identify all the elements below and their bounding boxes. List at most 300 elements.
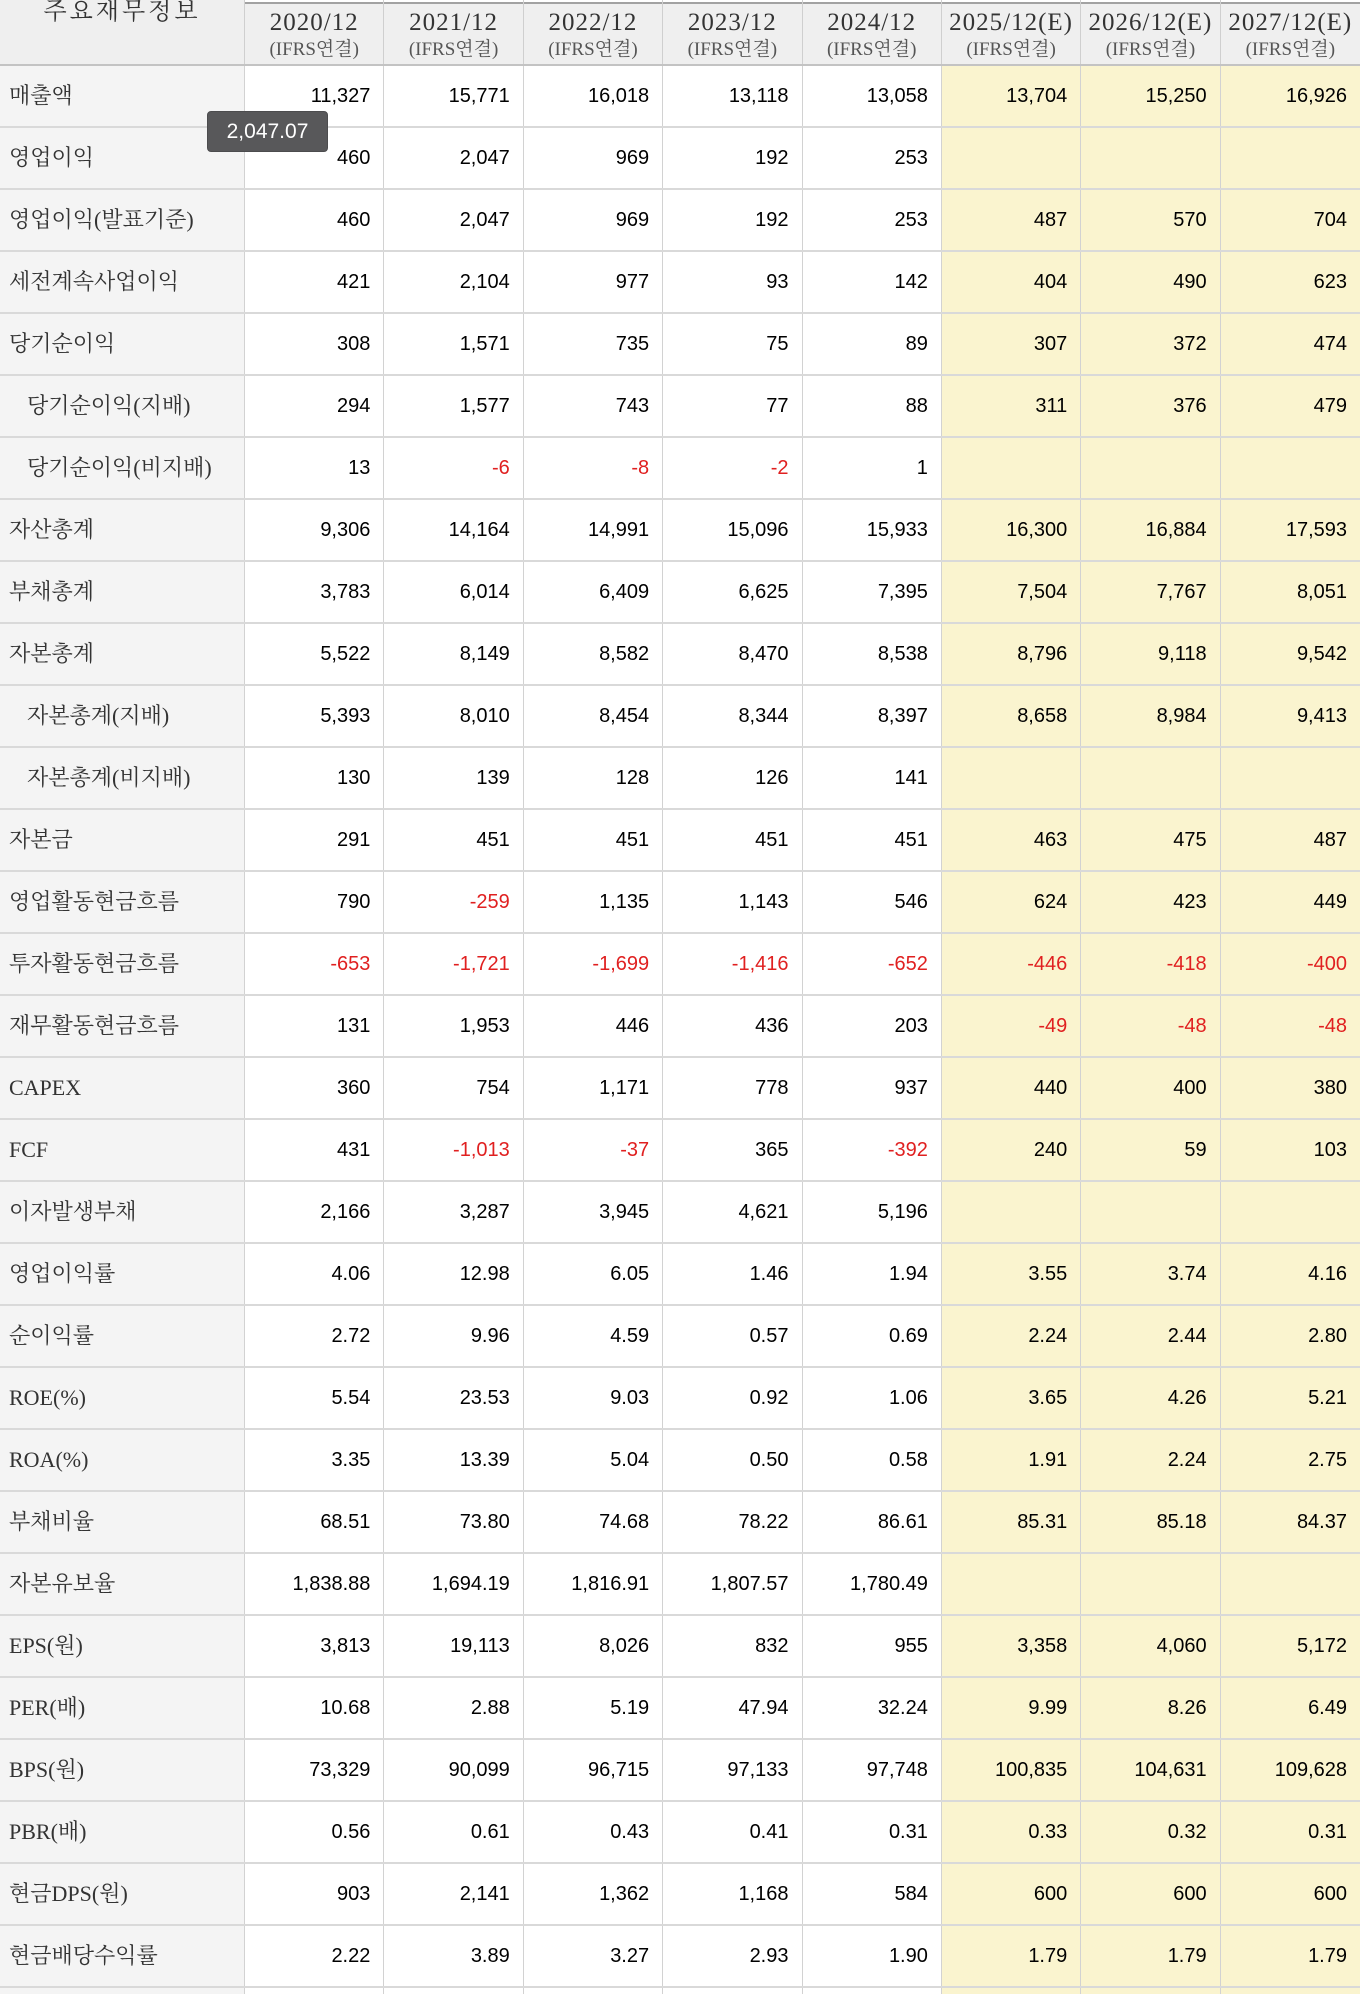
value-cell[interactable]: 7,395 (803, 562, 942, 622)
value-cell[interactable]: -37 (524, 1120, 663, 1180)
value-cell[interactable]: 1 (803, 438, 942, 498)
value-cell[interactable]: 1,780.49 (803, 1554, 942, 1614)
value-cell[interactable] (942, 748, 1081, 808)
value-cell[interactable]: 4,060 (1081, 1616, 1220, 1676)
value-cell[interactable]: 32.24 (803, 1678, 942, 1738)
value-cell[interactable]: 2.75 (1221, 1430, 1360, 1490)
value-cell[interactable]: 8,538 (803, 624, 942, 684)
value-cell[interactable]: 84.37 (1221, 1492, 1360, 1552)
value-cell[interactable]: 9.99 (942, 1678, 1081, 1738)
header-basis-label: (IFRS연결) (269, 39, 359, 60)
value-cell[interactable]: -1,699 (524, 934, 663, 994)
value-cell[interactable]: 8,984 (1081, 686, 1220, 746)
value-cell[interactable]: 5.54 (245, 1368, 384, 1428)
value-cell[interactable]: -259 (384, 872, 523, 932)
value-cell[interactable]: 3,358 (942, 1616, 1081, 1676)
value-cell[interactable]: 17,593 (1221, 500, 1360, 560)
value-cell (663, 1988, 802, 1994)
value-cell[interactable]: 86.61 (803, 1492, 942, 1552)
table-row (0, 1120, 1360, 1182)
value-cell[interactable]: -1,416 (663, 934, 802, 994)
value-cell[interactable]: 19,113 (384, 1616, 523, 1676)
value-cell[interactable]: 584 (803, 1864, 942, 1924)
row-label: 부채총계 (0, 562, 245, 622)
value-cell[interactable]: 937 (803, 1058, 942, 1118)
value-cell[interactable] (1221, 1182, 1360, 1242)
value-cell[interactable]: 7,767 (1081, 562, 1220, 622)
value-cell[interactable]: -400 (1221, 934, 1360, 994)
value-cell[interactable]: 12.98 (384, 1244, 523, 1304)
value-cell[interactable]: 2.24 (942, 1306, 1081, 1366)
value-cell[interactable]: 2.24 (1081, 1430, 1220, 1490)
value-cell[interactable]: 5,196 (803, 1182, 942, 1242)
value-cell[interactable]: 9,542 (1221, 624, 1360, 684)
value-cell[interactable]: 311 (942, 376, 1081, 436)
row-label: 자본총계(비지배) (0, 748, 245, 808)
value-cell[interactable]: 0.69 (803, 1306, 942, 1366)
value-cell[interactable]: 0.50 (663, 1430, 802, 1490)
value-cell[interactable]: 440 (942, 1058, 1081, 1118)
table-row (0, 1182, 1360, 1244)
value-cell[interactable]: 460 (245, 128, 384, 188)
value-cell[interactable]: 13,118 (663, 66, 802, 126)
row-label: 투자활동현금흐름 (0, 934, 245, 994)
value-cell[interactable]: 2,166 (245, 1182, 384, 1242)
value-cell[interactable]: 253 (803, 190, 942, 250)
row-label: FCF (0, 1120, 245, 1180)
value-cell[interactable]: 90,099 (384, 1740, 523, 1800)
value-cell[interactable]: 15,096 (663, 500, 802, 560)
value-cell[interactable]: 372 (1081, 314, 1220, 374)
value-cell[interactable]: 474 (1221, 314, 1360, 374)
value-cell[interactable]: 16,926 (1221, 66, 1360, 126)
value-cell[interactable]: 47.94 (663, 1678, 802, 1738)
value-cell[interactable]: 623 (1221, 252, 1360, 312)
value-cell[interactable]: 8.26 (1081, 1678, 1220, 1738)
value-cell[interactable]: 15,771 (384, 66, 523, 126)
value-cell[interactable] (1081, 128, 1220, 188)
value-cell[interactable]: 421 (245, 252, 384, 312)
value-cell[interactable]: 0.58 (803, 1430, 942, 1490)
value-cell[interactable]: 1,816.91 (524, 1554, 663, 1614)
value-cell[interactable]: 23.53 (384, 1368, 523, 1428)
value-cell[interactable] (1081, 438, 1220, 498)
value-cell[interactable]: 0.61 (384, 1802, 523, 1862)
value-cell[interactable]: 192 (663, 128, 802, 188)
value-cell[interactable]: 3,783 (245, 562, 384, 622)
value-cell[interactable]: 955 (803, 1616, 942, 1676)
value-cell[interactable]: 5.21 (1221, 1368, 1360, 1428)
row-label: 영업활동현금흐름 (0, 872, 245, 932)
value-cell[interactable]: 253 (803, 128, 942, 188)
value-cell[interactable] (1221, 128, 1360, 188)
value-cell[interactable]: 0.43 (524, 1802, 663, 1862)
value-cell[interactable]: 1,953 (384, 996, 523, 1056)
header-year-label: 2024/12 (827, 9, 917, 36)
value-cell[interactable]: 977 (524, 252, 663, 312)
header-cell-2025-12-E- (942, 0, 1081, 64)
value-cell[interactable] (942, 1182, 1081, 1242)
value-cell[interactable]: 4.16 (1221, 1244, 1360, 1304)
value-cell[interactable]: 624 (942, 872, 1081, 932)
value-cell[interactable] (942, 128, 1081, 188)
value-cell[interactable]: 97,748 (803, 1740, 942, 1800)
value-cell[interactable]: 969 (524, 128, 663, 188)
value-cell[interactable]: 1.46 (663, 1244, 802, 1304)
value-cell[interactable]: 1,571 (384, 314, 523, 374)
value-cell[interactable]: 1.06 (803, 1368, 942, 1428)
value-cell[interactable]: 15,250 (1081, 66, 1220, 126)
row-label: 자산총계 (0, 500, 245, 560)
row-label: 현금배당수익률 (0, 1926, 245, 1986)
table-row (0, 624, 1360, 686)
value-cell[interactable]: 5,393 (245, 686, 384, 746)
value-cell[interactable] (1081, 748, 1220, 808)
value-cell[interactable]: 2.88 (384, 1678, 523, 1738)
header-basis-label: (IFRS연결) (548, 39, 638, 60)
value-cell[interactable]: 1,362 (524, 1864, 663, 1924)
value-cell[interactable]: 97,133 (663, 1740, 802, 1800)
value-cell[interactable]: 600 (1081, 1864, 1220, 1924)
value-cell[interactable]: 1.90 (803, 1926, 942, 1986)
value-cell[interactable]: 360 (245, 1058, 384, 1118)
value-cell[interactable]: 14,991 (524, 500, 663, 560)
value-cell[interactable]: 969 (524, 190, 663, 250)
value-cell[interactable]: 0.56 (245, 1802, 384, 1862)
value-cell[interactable]: 9,306 (245, 500, 384, 560)
value-cell[interactable]: 6,409 (524, 562, 663, 622)
value-cell[interactable]: 546 (803, 872, 942, 932)
value-cell[interactable]: -652 (803, 934, 942, 994)
row-label: 자본총계 (0, 624, 245, 684)
value-cell[interactable]: 8,796 (942, 624, 1081, 684)
value-cell[interactable]: 89 (803, 314, 942, 374)
value-cell[interactable]: 8,026 (524, 1616, 663, 1676)
value-cell[interactable]: -1,721 (384, 934, 523, 994)
row-label: 자본유보율 (0, 1554, 245, 1614)
value-cell[interactable]: 0.31 (1221, 1802, 1360, 1862)
table-row (0, 996, 1360, 1058)
value-cell[interactable]: 75 (663, 314, 802, 374)
value-cell[interactable]: 139 (384, 748, 523, 808)
value-cell[interactable]: 3.35 (245, 1430, 384, 1490)
value-cell[interactable]: 5,172 (1221, 1616, 1360, 1676)
value-cell[interactable]: 0.31 (803, 1802, 942, 1862)
value-cell[interactable]: 2,047 (384, 128, 523, 188)
value-cell[interactable]: 5,522 (245, 624, 384, 684)
value-cell[interactable] (942, 438, 1081, 498)
value-cell[interactable]: 100,835 (942, 1740, 1081, 1800)
value-cell[interactable]: 600 (1221, 1864, 1360, 1924)
value-cell[interactable]: 294 (245, 376, 384, 436)
value-cell[interactable]: 376 (1081, 376, 1220, 436)
value-cell[interactable]: 14,164 (384, 500, 523, 560)
value-cell[interactable]: 365 (663, 1120, 802, 1180)
value-cell[interactable]: -48 (1081, 996, 1220, 1056)
value-cell[interactable]: 88 (803, 376, 942, 436)
value-cell[interactable]: 11,327 (245, 66, 384, 126)
row-label: 현금DPS(원) (0, 1864, 245, 1924)
value-cell[interactable]: 743 (524, 376, 663, 436)
header-cell-2024-12 (803, 0, 942, 64)
value-cell[interactable]: 59 (1081, 1120, 1220, 1180)
value-cell[interactable]: 16,884 (1081, 500, 1220, 560)
value-cell[interactable]: 2.80 (1221, 1306, 1360, 1366)
value-cell[interactable]: 78.22 (663, 1492, 802, 1552)
value-cell[interactable]: 7,504 (942, 562, 1081, 622)
value-cell[interactable]: 451 (524, 810, 663, 870)
value-cell[interactable]: 291 (245, 810, 384, 870)
value-cell[interactable]: 9.03 (524, 1368, 663, 1428)
value-cell[interactable]: -653 (245, 934, 384, 994)
value-cell[interactable]: 0.57 (663, 1306, 802, 1366)
value-cell[interactable]: 2,141 (384, 1864, 523, 1924)
value-cell[interactable]: 68.51 (245, 1492, 384, 1552)
value-cell[interactable]: 5.19 (524, 1678, 663, 1738)
value-cell[interactable]: 460 (245, 190, 384, 250)
value-cell[interactable]: 1.91 (942, 1430, 1081, 1490)
value-cell[interactable]: 903 (245, 1864, 384, 1924)
table-row (0, 810, 1360, 872)
value-cell[interactable]: 570 (1081, 190, 1220, 250)
value-cell[interactable]: 4.06 (245, 1244, 384, 1304)
value-cell[interactable]: 4.26 (1081, 1368, 1220, 1428)
value-cell[interactable]: 142 (803, 252, 942, 312)
value-cell[interactable]: -418 (1081, 934, 1220, 994)
value-cell[interactable]: -392 (803, 1120, 942, 1180)
value-cell (1221, 1988, 1360, 1994)
value-cell[interactable] (1221, 1554, 1360, 1614)
value-cell[interactable]: 5.04 (524, 1430, 663, 1490)
value-cell[interactable]: 10.68 (245, 1678, 384, 1738)
header-cell-2026-12-E- (1081, 0, 1220, 64)
value-cell[interactable]: 451 (384, 810, 523, 870)
value-cell[interactable]: -8 (524, 438, 663, 498)
value-cell[interactable]: 3,945 (524, 1182, 663, 1242)
table-row (0, 66, 1360, 128)
row-label: 자본금 (0, 810, 245, 870)
value-cell[interactable]: 3.27 (524, 1926, 663, 1986)
value-cell[interactable]: 1,135 (524, 872, 663, 932)
value-cell[interactable]: 8,470 (663, 624, 802, 684)
value-cell[interactable]: 307 (942, 314, 1081, 374)
value-cell[interactable]: 0.92 (663, 1368, 802, 1428)
table-row (0, 190, 1360, 252)
value-cell[interactable]: 490 (1081, 252, 1220, 312)
value-cell[interactable]: 93 (663, 252, 802, 312)
row-label: 영업이익(발표기준) (0, 190, 245, 250)
value-cell[interactable]: 8,344 (663, 686, 802, 746)
value-cell[interactable]: 487 (1221, 810, 1360, 870)
value-cell[interactable]: 16,300 (942, 500, 1081, 560)
row-label: 부채비율 (0, 1492, 245, 1552)
row-label: ROE(%) (0, 1368, 245, 1428)
table-row (0, 128, 1360, 190)
value-cell[interactable]: 1,577 (384, 376, 523, 436)
value-cell[interactable]: 203 (803, 996, 942, 1056)
value-cell[interactable]: -48 (1221, 996, 1360, 1056)
value-cell[interactable]: 436 (663, 996, 802, 1056)
value-cell[interactable] (1221, 748, 1360, 808)
value-cell[interactable]: 2,047 (384, 190, 523, 250)
table-row (0, 1864, 1360, 1926)
value-cell[interactable]: 4,621 (663, 1182, 802, 1242)
value-cell[interactable]: 451 (803, 810, 942, 870)
value-cell[interactable]: 1.79 (942, 1926, 1081, 1986)
value-cell[interactable]: 73,329 (245, 1740, 384, 1800)
header-basis-label: (IFRS연결) (826, 39, 917, 60)
value-cell[interactable]: 431 (245, 1120, 384, 1180)
value-cell[interactable]: 754 (384, 1058, 523, 1118)
value-cell[interactable]: 1,838.88 (245, 1554, 384, 1614)
value-cell[interactable]: 3.89 (384, 1926, 523, 1986)
value-cell[interactable]: 128 (524, 748, 663, 808)
value-cell[interactable]: 1.79 (1221, 1926, 1360, 1986)
value-cell[interactable]: 3.55 (942, 1244, 1081, 1304)
row-label: CAPEX (0, 1058, 245, 1118)
value-cell[interactable]: 0.41 (663, 1802, 802, 1862)
table-row (0, 872, 1360, 934)
value-cell[interactable]: -6 (384, 438, 523, 498)
value-cell[interactable] (942, 1554, 1081, 1614)
value-cell[interactable] (1221, 438, 1360, 498)
value-cell[interactable]: 308 (245, 314, 384, 374)
value-cell[interactable]: 13,058 (803, 66, 942, 126)
value-cell[interactable]: 2.22 (245, 1926, 384, 1986)
value-cell[interactable]: 130 (245, 748, 384, 808)
value-cell[interactable]: 487 (942, 190, 1081, 250)
value-cell[interactable]: 479 (1221, 376, 1360, 436)
value-cell[interactable]: 104,631 (1081, 1740, 1220, 1800)
value-cell[interactable]: 1,171 (524, 1058, 663, 1118)
row-label: 영업이익 (0, 128, 245, 188)
value-cell[interactable]: 3.74 (1081, 1244, 1220, 1304)
value-cell[interactable]: 4.59 (524, 1306, 663, 1366)
value-cell[interactable]: 778 (663, 1058, 802, 1118)
value-cell[interactable]: 2,104 (384, 252, 523, 312)
value-cell[interactable]: 600 (942, 1864, 1081, 1924)
row-label: 당기순이익 (0, 314, 245, 374)
value-cell[interactable]: 0.32 (1081, 1802, 1220, 1862)
header-year-label: 2022/12 (548, 9, 638, 36)
row-label: 자본총계(지배) (0, 686, 245, 746)
value-cell (1081, 1988, 1220, 1994)
value-cell[interactable]: 103 (1221, 1120, 1360, 1180)
value-cell[interactable]: 131 (245, 996, 384, 1056)
corner-header-cell (0, 0, 245, 64)
value-cell[interactable]: 73.80 (384, 1492, 523, 1552)
value-cell[interactable]: 6.49 (1221, 1678, 1360, 1738)
value-cell[interactable]: 126 (663, 748, 802, 808)
header-basis-label: (IFRS연결) (687, 39, 778, 60)
value-cell[interactable]: 790 (245, 872, 384, 932)
value-cell[interactable]: 96,715 (524, 1740, 663, 1800)
value-cell[interactable]: 109,628 (1221, 1740, 1360, 1800)
value-cell[interactable]: 0.33 (942, 1802, 1081, 1862)
value-cell[interactable]: 1,168 (663, 1864, 802, 1924)
value-cell[interactable]: 2.93 (663, 1926, 802, 1986)
value-cell[interactable]: 475 (1081, 810, 1220, 870)
value-cell[interactable]: 3.65 (942, 1368, 1081, 1428)
value-cell[interactable] (1081, 1554, 1220, 1614)
value-cell[interactable]: 451 (663, 810, 802, 870)
value-cell[interactable]: 735 (524, 314, 663, 374)
value-cell[interactable]: 449 (1221, 872, 1360, 932)
value-cell[interactable]: 400 (1081, 1058, 1220, 1118)
header-basis-label: (IFRS연결) (408, 39, 499, 60)
value-cell[interactable]: 832 (663, 1616, 802, 1676)
value-cell[interactable]: 6,625 (663, 562, 802, 622)
value-cell[interactable]: 6,014 (384, 562, 523, 622)
value-cell[interactable]: 9,413 (1221, 686, 1360, 746)
table-row-partial (0, 1988, 1360, 1994)
value-cell[interactable]: -49 (942, 996, 1081, 1056)
table-row (0, 314, 1360, 376)
value-cell[interactable]: 1,807.57 (663, 1554, 802, 1614)
value-cell[interactable]: 8,658 (942, 686, 1081, 746)
value-cell[interactable]: 15,933 (803, 500, 942, 560)
value-cell[interactable]: 6.05 (524, 1244, 663, 1304)
value-cell[interactable]: 85.31 (942, 1492, 1081, 1552)
table-row (0, 1368, 1360, 1430)
value-cell[interactable]: -2 (663, 438, 802, 498)
value-cell[interactable]: 2.72 (245, 1306, 384, 1366)
value-cell[interactable]: 8,582 (524, 624, 663, 684)
value-cell[interactable]: 2.44 (1081, 1306, 1220, 1366)
value-cell[interactable]: 1,143 (663, 872, 802, 932)
value-cell[interactable]: 704 (1221, 190, 1360, 250)
table-row (0, 500, 1360, 562)
value-cell[interactable]: 16,018 (524, 66, 663, 126)
value-cell[interactable]: 3,287 (384, 1182, 523, 1242)
value-cell[interactable]: 1.94 (803, 1244, 942, 1304)
value-cell[interactable]: 8,397 (803, 686, 942, 746)
value-cell[interactable]: 463 (942, 810, 1081, 870)
value-cell[interactable]: 13 (245, 438, 384, 498)
value-cell[interactable]: 9.96 (384, 1306, 523, 1366)
value-cell[interactable]: 8,010 (384, 686, 523, 746)
table-row (0, 1430, 1360, 1492)
value-cell[interactable]: 404 (942, 252, 1081, 312)
value-cell[interactable]: 446 (524, 996, 663, 1056)
value-cell[interactable]: 13,704 (942, 66, 1081, 126)
row-label (0, 1988, 245, 1994)
value-cell[interactable]: 1,694.19 (384, 1554, 523, 1614)
value-cell[interactable]: 8,149 (384, 624, 523, 684)
value-cell[interactable]: -446 (942, 934, 1081, 994)
value-cell[interactable]: 77 (663, 376, 802, 436)
value-cell[interactable] (1081, 1182, 1220, 1242)
header-basis-label: (IFRS연결) (1105, 39, 1196, 60)
value-cell[interactable]: 1.79 (1081, 1926, 1220, 1986)
value-cell[interactable]: 423 (1081, 872, 1220, 932)
value-cell[interactable]: 8,051 (1221, 562, 1360, 622)
value-cell[interactable]: 380 (1221, 1058, 1360, 1118)
row-label: 당기순이익(지배) (0, 376, 245, 436)
value-cell[interactable]: 9,118 (1081, 624, 1220, 684)
header-cell-2027-12-E- (1221, 0, 1360, 64)
value-cell[interactable]: 74.68 (524, 1492, 663, 1552)
value-cell[interactable]: 8,454 (524, 686, 663, 746)
value-cell[interactable]: 240 (942, 1120, 1081, 1180)
value-cell[interactable]: 192 (663, 190, 802, 250)
value-cell[interactable]: 141 (803, 748, 942, 808)
value-cell[interactable]: -1,013 (384, 1120, 523, 1180)
value-cell[interactable]: 3,813 (245, 1616, 384, 1676)
value-cell[interactable]: 85.18 (1081, 1492, 1220, 1552)
value-cell[interactable]: 13.39 (384, 1430, 523, 1490)
table-row (0, 438, 1360, 500)
